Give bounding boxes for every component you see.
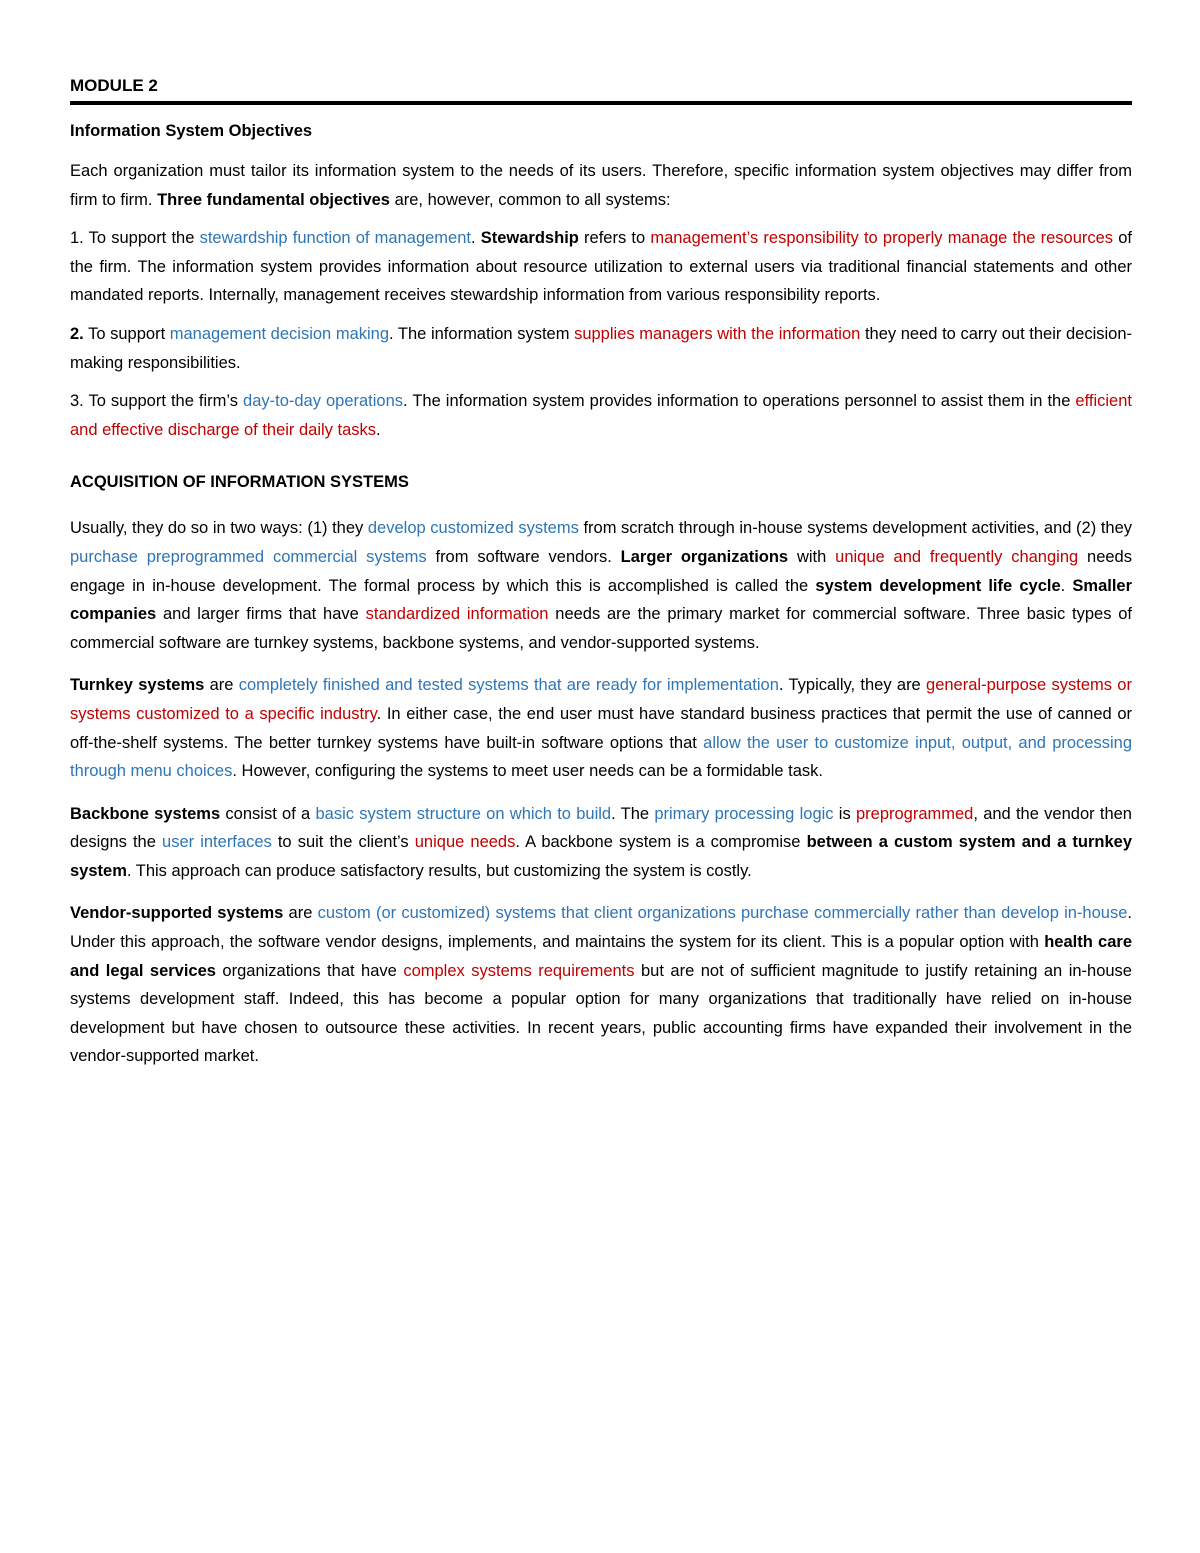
text-run: needs engage in in-house development. The formal process by which this is accomplished is called the (70, 547, 1132, 595)
blue-highlight: management decision making (169, 324, 390, 343)
text-run: Each organization must tailor its information system to the needs of its users. Therefore, specific information system objectives may differ from firm to firm. (70, 162, 1132, 209)
text-run: . The (611, 804, 655, 823)
text-run: consist of a (220, 804, 316, 823)
document-page (70, 74, 1132, 1081)
text-run: to suit the client’s (271, 833, 415, 852)
red-highlight: standardized information (365, 605, 549, 624)
bold-text: system development life cycle (815, 576, 1061, 595)
bold-text: Smaller companies (70, 576, 1133, 624)
bold-text: Turnkey systems (70, 676, 205, 695)
text-run: . In either case, the end user must have standard business practices that permit the use of canned or off-the-shelf systems. The better turnkey systems have built-in software options that (70, 704, 1132, 752)
text-run: . This approach can produce satisfactory results, but customizing the system is costly. (126, 861, 752, 880)
bold-text: Three fundamental objectives (157, 190, 390, 209)
objectives-intro (70, 157, 1132, 214)
text-run: but are not of sufficient magnitude to justify retaining an in-house systems development staff. Indeed, this has become a popular option for many organizations that traditionally have relied on in-house development but have chosen to outsource these activities. In recent years, public accounting firms have expanded their involvement in the vendor-supported market. (70, 961, 1132, 1066)
vendor-supported-systems-paragraph (70, 899, 1132, 1071)
objective-item-1 (70, 224, 1132, 310)
text-run: . (376, 420, 381, 439)
blue-highlight: user interfaces (162, 833, 272, 852)
blue-highlight: primary processing logic (654, 804, 834, 823)
text-run: of the firm. The information system provides information about resource utilization to external users via traditional financial statements and other mandated reports. Internally, management receives stewardship information from various responsibility reports. (70, 229, 1132, 305)
red-highlight: complex systems requirements (403, 961, 635, 980)
text-run: are (204, 676, 239, 695)
text-run: with (788, 547, 836, 566)
text-run: and larger firms that have (156, 605, 366, 624)
objective-item-2 (70, 320, 1132, 377)
bold-text: health care and legal services (70, 933, 1132, 980)
text-run: is (833, 804, 856, 823)
blue-highlight: purchase preprogrammed commercial systems (70, 547, 427, 566)
text-run: from software vendors. (426, 547, 621, 566)
bold-text: 2. (70, 324, 84, 343)
backbone-systems-paragraph (70, 800, 1132, 886)
text-run: 3. To support the firm’s (70, 392, 244, 411)
acquisition-heading: ACQUISITION OF INFORMATION SYSTEMS (70, 473, 409, 492)
red-highlight: unique and frequently changing (835, 547, 1079, 566)
red-highlight: supplies managers with the information (574, 324, 861, 343)
blue-highlight: stewardship function of management (199, 229, 471, 248)
red-highlight: management’s responsibility to properly manage the resources (650, 229, 1114, 248)
text-run: . (1060, 576, 1073, 595)
acquisition-intro-paragraph (70, 514, 1132, 657)
blue-highlight: basic system structure on which to build (315, 804, 612, 823)
text-run: they need to carry out their decision-making responsibilities. (70, 324, 1133, 372)
blue-highlight: completely finished and tested systems that are ready for implementation (238, 676, 779, 695)
text-run: needs are the primary market for commercial software. Three basic types of commercial software are turnkey systems, backbone systems, and vendor-supported systems. (70, 605, 1133, 652)
text-run: refers to (578, 229, 651, 248)
title-rule (70, 101, 1132, 105)
text-run: are, however, common to all systems: (389, 190, 671, 209)
red-highlight: preprogrammed (855, 804, 974, 823)
bold-text: Vendor-supported systems (70, 904, 284, 923)
text-run: To support (83, 324, 170, 343)
text-run: . Under this approach, the software vendor designs, implements, and maintains the system for its client. This is a popular option with (70, 904, 1132, 952)
text-run: . The information system (389, 324, 575, 343)
blue-highlight: develop customized systems (367, 519, 579, 538)
bold-text: Backbone systems (70, 804, 221, 823)
objectives-heading: Information System Objectives (70, 122, 313, 140)
blue-highlight: day-to-day operations (243, 392, 404, 411)
bold-text: between a custom system and a turnkey system (70, 833, 1133, 880)
text-run: Usually, they do so in two ways: (1) they (70, 519, 368, 538)
text-run: are (283, 904, 318, 923)
red-highlight: efficient and effective discharge of their daily tasks (70, 392, 1132, 439)
blue-highlight: custom (or customized) systems that client organizations purchase commercially rather than develop in-house (317, 904, 1128, 923)
bold-text: Stewardship (480, 229, 579, 248)
blue-highlight: allow the user to customize input, output, and processing through menu choices (70, 733, 1132, 781)
text-run: 1. To support the (70, 229, 200, 248)
text-run: . Typically, they are (778, 676, 927, 695)
red-highlight: unique needs (414, 833, 516, 852)
text-run: . A backbone system is a compromise (515, 833, 807, 852)
text-run: organizations that have (215, 961, 404, 980)
text-run: , and the vendor then designs the (70, 804, 1132, 852)
module-title: MODULE 2 (70, 76, 158, 95)
text-run: from scratch through in-house systems development activities, and (2) they (578, 519, 1132, 538)
text-run: . (470, 229, 481, 248)
bold-text: Larger organizations (620, 547, 789, 566)
red-highlight: general-purpose systems or systems customized to a specific industry (70, 676, 1132, 723)
text-run: . The information system provides information to operations personnel to assist them in the (403, 392, 1076, 411)
turnkey-systems-paragraph (70, 671, 1132, 785)
text-run: . However, configuring the systems to meet user needs can be a formidable task. (232, 762, 823, 781)
objective-item-3 (70, 387, 1132, 444)
